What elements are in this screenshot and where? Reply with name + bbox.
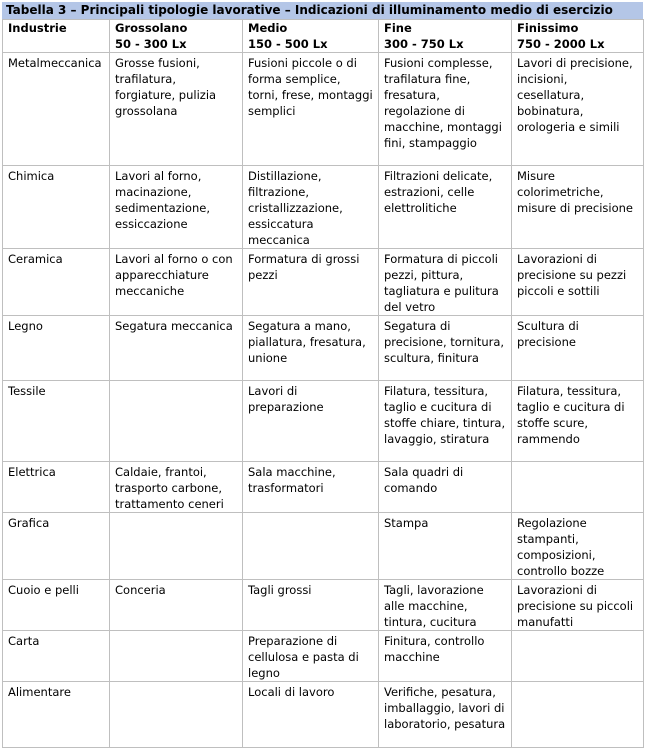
medio-cell: Lavori di preparazione bbox=[243, 381, 379, 462]
industry-cell: Chimica bbox=[3, 166, 110, 249]
column-header-finissimo bbox=[512, 20, 644, 53]
medio-cell: Distillazione, filtrazione, cristallizzazione, essiccatura meccanica bbox=[243, 166, 379, 249]
grossolano-cell: Lavori al forno o con apparecchiature meccaniche bbox=[110, 249, 243, 316]
finissimo-cell: Filatura, tessitura, taglio e cucitura di stoffe scure, rammendo bbox=[512, 381, 644, 462]
column-header-medio bbox=[243, 20, 379, 53]
table-row bbox=[3, 462, 644, 513]
finissimo-cell: Scultura di precisione bbox=[512, 316, 644, 381]
table-row bbox=[3, 166, 644, 249]
industry-cell: Carta bbox=[3, 631, 110, 682]
medio-cell: Fusioni piccole o di forma semplice, torni, frese, montaggi semplici bbox=[243, 53, 379, 166]
illuminance-table bbox=[2, 19, 644, 748]
column-header-industrie bbox=[3, 20, 110, 53]
industry-cell: Grafica bbox=[3, 513, 110, 580]
header-row bbox=[3, 20, 644, 53]
column-header-name: Industrie bbox=[8, 21, 67, 35]
medio-cell: Preparazione di cellulosa e pasta di legno bbox=[243, 631, 379, 682]
finissimo-cell bbox=[512, 631, 644, 682]
fine-cell: Fusioni complesse, trafilatura fine, fresatura, regolazione di macchine, montaggi fini, stampaggio bbox=[379, 53, 512, 166]
finissimo-cell bbox=[512, 682, 644, 748]
industry-cell: Legno bbox=[3, 316, 110, 381]
fine-cell: Filtrazioni delicate, estrazioni, celle elettrolitiche bbox=[379, 166, 512, 249]
fine-cell: Finitura, controllo macchine bbox=[379, 631, 512, 682]
industry-cell: Metalmeccanica bbox=[3, 53, 110, 166]
finissimo-cell: Misure colorimetriche, misure di precisione bbox=[512, 166, 644, 249]
fine-cell: Stampa bbox=[379, 513, 512, 580]
grossolano-cell: Lavori al forno, macinazione, sedimentazione, essiccazione bbox=[110, 166, 243, 249]
table-row bbox=[3, 249, 644, 316]
finissimo-cell: Lavorazioni di precisione su pezzi piccoli e sottili bbox=[512, 249, 644, 316]
grossolano-cell bbox=[110, 513, 243, 580]
table-row bbox=[3, 53, 644, 166]
finissimo-cell: Regolazione stampanti, composizioni, controllo bozze bbox=[512, 513, 644, 580]
industry-cell: Ceramica bbox=[3, 249, 110, 316]
illuminance-table-sheet bbox=[2, 2, 643, 748]
column-header-range: 300 - 750 Lx bbox=[384, 37, 464, 51]
fine-cell: Sala quadri di comando bbox=[379, 462, 512, 513]
table-row bbox=[3, 381, 644, 462]
grossolano-cell bbox=[110, 682, 243, 748]
medio-cell: Sala macchine, trasformatori bbox=[243, 462, 379, 513]
fine-cell: Tagli, lavorazione alle macchine, tintura, cucitura bbox=[379, 580, 512, 631]
industry-cell: Elettrica bbox=[3, 462, 110, 513]
industry-cell: Alimentare bbox=[3, 682, 110, 748]
finissimo-cell bbox=[512, 462, 644, 513]
grossolano-cell bbox=[110, 381, 243, 462]
table-row bbox=[3, 631, 644, 682]
industry-cell: Tessile bbox=[3, 381, 110, 462]
medio-cell: Formatura di grossi pezzi bbox=[243, 249, 379, 316]
table-caption: Tabella 3 – Principali tipologie lavorative – Indicazioni di illuminamento medio di esercizio bbox=[2, 2, 643, 19]
medio-cell bbox=[243, 513, 379, 580]
medio-cell: Segatura a mano, piallatura, fresatura, unione bbox=[243, 316, 379, 381]
grossolano-cell: Grosse fusioni, trafilatura, forgiature, pulizia grossolana bbox=[110, 53, 243, 166]
fine-cell: Verifiche, pesatura, imballaggio, lavori di laboratorio, pesatura bbox=[379, 682, 512, 748]
industry-cell: Cuoio e pelli bbox=[3, 580, 110, 631]
column-header-name: Finissimo bbox=[517, 21, 579, 35]
grossolano-cell: Conceria bbox=[110, 580, 243, 631]
fine-cell: Formatura di piccoli pezzi, pittura, tagliatura e pulitura del vetro bbox=[379, 249, 512, 316]
column-header-name: Medio bbox=[248, 21, 288, 35]
medio-cell: Tagli grossi bbox=[243, 580, 379, 631]
column-header-range: 750 - 2000 Lx bbox=[517, 37, 605, 51]
table-row bbox=[3, 580, 644, 631]
finissimo-cell: Lavorazioni di precisione su piccoli manufatti bbox=[512, 580, 644, 631]
column-header-range: 150 - 500 Lx bbox=[248, 37, 328, 51]
column-header-name: Fine bbox=[384, 21, 412, 35]
column-header-name: Grossolano bbox=[115, 21, 188, 35]
table-row bbox=[3, 513, 644, 580]
medio-cell: Locali di lavoro bbox=[243, 682, 379, 748]
grossolano-cell bbox=[110, 631, 243, 682]
column-header-fine bbox=[379, 20, 512, 53]
column-header-grossolano bbox=[110, 20, 243, 53]
grossolano-cell: Caldaie, frantoi, trasporto carbone, trattamento ceneri bbox=[110, 462, 243, 513]
column-header-range: 50 - 300 Lx bbox=[115, 37, 187, 51]
table-row bbox=[3, 682, 644, 748]
finissimo-cell: Lavori di precisione, incisioni, cesellatura, bobinatura, orologeria e simili bbox=[512, 53, 644, 166]
fine-cell: Segatura di precisione, tornitura, scultura, finitura bbox=[379, 316, 512, 381]
fine-cell: Filatura, tessitura, taglio e cucitura di stoffe chiare, tintura, lavaggio, stiratura bbox=[379, 381, 512, 462]
grossolano-cell: Segatura meccanica bbox=[110, 316, 243, 381]
table-row bbox=[3, 316, 644, 381]
